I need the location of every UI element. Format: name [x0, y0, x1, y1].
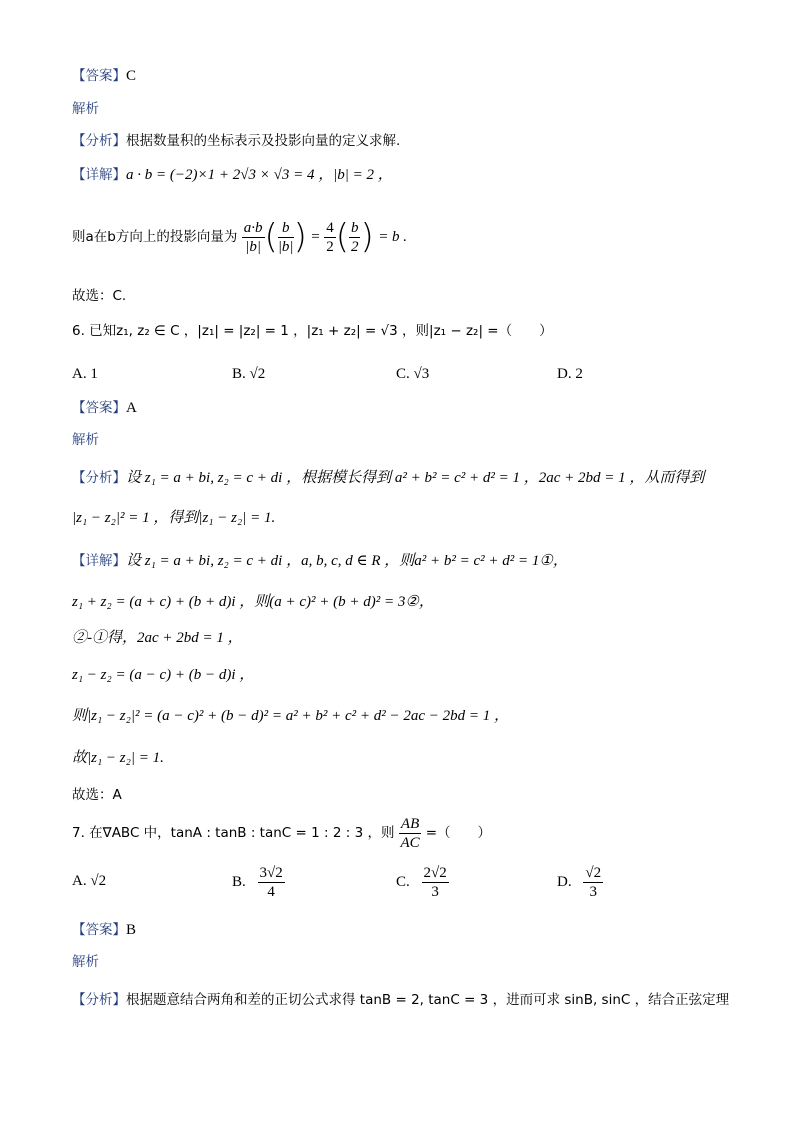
q7-fenxi-line: 【分析】根据题意结合两角和差的正切公式求得 tanB = 2, tanC = 3 ，进而可求 sinB, sinC ，结合正弦定理 — [72, 992, 730, 1008]
q5-step1: a · b = (−2)×1 + 2√3 × √3 = 4 ，|b| = 2 ， — [126, 167, 393, 183]
q5-detail-line-2: 则a在b方向上的投影向量为 $\frac{a\cdot b}{|b|}$ ( $\frac{b}{|b|}$ ) = $\frac{4}{2}$ ( $\frac{b}{2}$ ) = b . — [72, 217, 408, 257]
q5-conclusion: 故选：C. — [72, 288, 127, 304]
q7-option-a: A. √2 — [72, 873, 107, 889]
ab-over-ac-fraction: $\frac{AB}{AC}$ — [400, 815, 420, 851]
q7-option-c: C. $\frac{2√2}{3}$ — [396, 865, 447, 901]
xiangjie-tag: 【详解】 — [72, 167, 126, 183]
q6-detail-line-1: 【详解】设 z₁ = a + bi, z₂ = c + di ，a, b, c, d ∈ R ，则a² + b² = c² + d² = 1①， — [72, 553, 568, 569]
q5-step2-suffix: = b . — [378, 229, 408, 245]
q6-stem: 6. 已知z₁, z₂ ∈ C ，|z₁| = |z₂| = 1 ，|z₁ + z₂| = √3 ，则|z₁ − z₂| =（ ） — [72, 323, 553, 339]
q5-answer-line — [72, 66, 136, 86]
projection-coefficient-fraction: $\frac{a\cdot b}{|b|}$ — [243, 219, 263, 255]
q7-option-b: B. $\frac{3√2}{4}$ — [232, 865, 283, 901]
analysis-tag: 解析 — [72, 101, 99, 117]
q7-answer-line: 【答案】B — [72, 922, 137, 938]
q6-detail-line-4: z₁ − z₂ = (a − c) + (b − d)i ， — [72, 667, 255, 683]
q6-option-c: C. √3 — [396, 366, 430, 382]
q6-detail-line-6: 故|z₁ − z₂| = 1. — [72, 750, 164, 766]
q6-detail-line-2: z₁ + z₂ = (a + c) + (b + d)i ，则(a + c)² + (b + d)² = 3②， — [72, 594, 434, 610]
q6-option-b: B. √2 — [232, 366, 266, 382]
q7-stem: 7. 在∇ABC 中，tanA : tanB : tanC = 1 : 2 : 3 ，则 $\frac{AB}{AC}$ =（ ） — [72, 815, 491, 851]
q6-conclusion: 故选：A — [72, 787, 122, 803]
q6-option-d: D. 2 — [557, 366, 583, 382]
q6-option-a: A. 1 — [72, 366, 98, 382]
fenxi-text: 根据数量积的坐标表示及投影向量的定义求解. — [126, 133, 401, 149]
q6-option-b-value: √2 — [249, 366, 266, 382]
q6-fenxi-line-2: |z₁ − z₂|² = 1 ，得到|z₁ − z₂| = 1. — [72, 510, 276, 526]
q7-option-d: D. $\frac{√2}{3}$ — [557, 865, 602, 901]
q6-fenxi-line-1: 【分析】设 z₁ = a + bi, z₂ = c + di ，根据模长得到 a² + b² = c² + d² = 1 ，2ac + 2bd = 1 ，从而得到 — [72, 470, 705, 486]
q5-fenxi-line — [72, 131, 400, 151]
q6-answer-line: 【答案】A — [72, 400, 137, 416]
q7-analysis-heading: 解析 — [72, 954, 99, 970]
fenxi-tag: 【分析】 — [72, 133, 126, 149]
q6-option-c-value: √3 — [413, 366, 430, 382]
q6-detail-line-5: 则|z₁ − z₂|² = (a − c)² + (b − d)² = a² + b² + c² + d² − 2ac − 2bd = 1 ， — [72, 708, 509, 724]
answer-value: C — [126, 68, 137, 84]
q5-step2-prefix: 则a在b方向上的投影向量为 — [72, 229, 238, 245]
q5-analysis-heading — [72, 99, 99, 119]
q6-analysis-heading: 解析 — [72, 432, 99, 448]
q6-detail-line-3: ②-①得，2ac + 2bd = 1 ， — [72, 630, 243, 646]
four-over-two-fraction: $\frac{4}{2}$ — [326, 219, 334, 255]
q5-detail-line-1 — [72, 165, 393, 185]
answer-tag: 【答案】 — [72, 68, 126, 84]
